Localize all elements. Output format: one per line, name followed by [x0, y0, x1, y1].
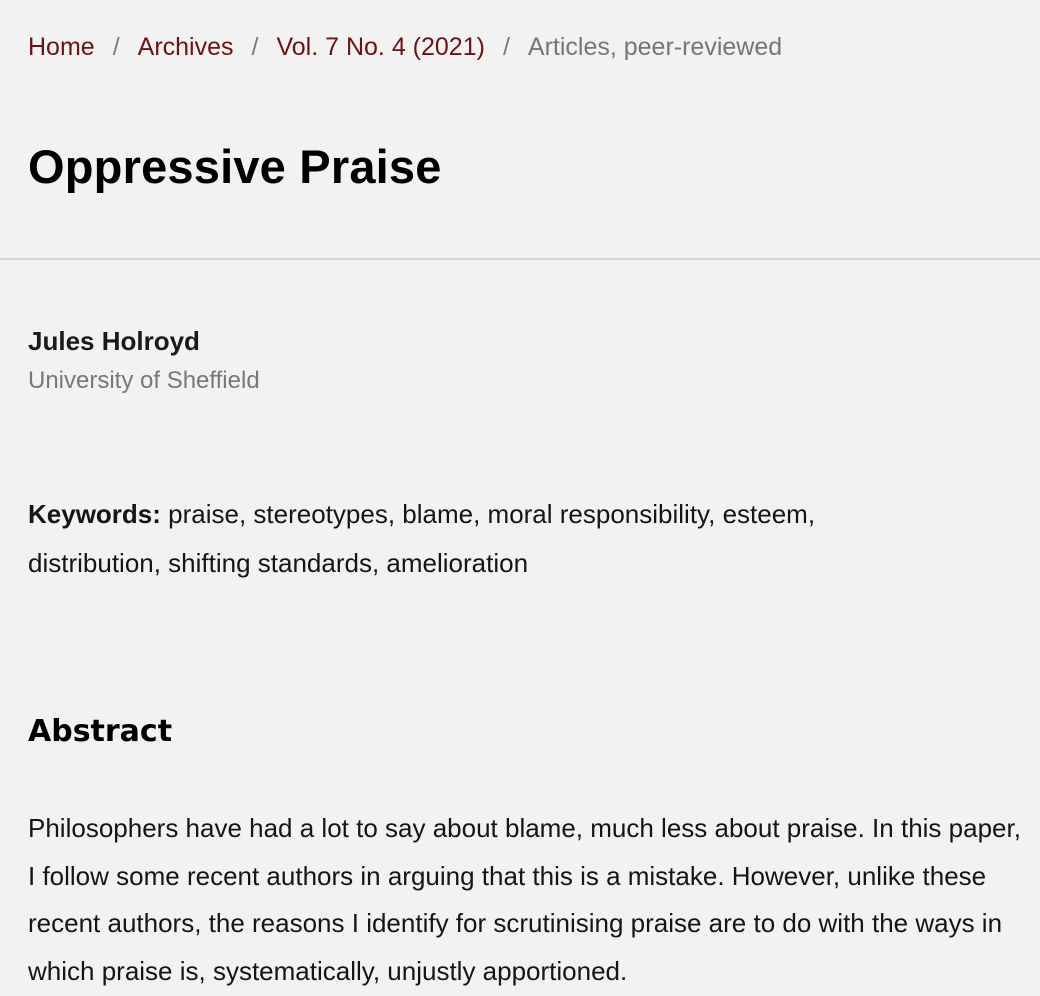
breadcrumb-separator: /	[502, 33, 510, 61]
header-divider	[0, 258, 1040, 260]
abstract-text: Philosophers have had a lot to say about blame, much less about praise. In this paper, I follow some recent authors in arguing that this is a mistake. However, unlike these recent authors, the reasons I identify for scrutinising praise are to do with the ways in which praise is, systematically, unjustly apportioned.	[28, 813, 1021, 986]
keywords-label: Keywords:	[28, 499, 161, 529]
breadcrumb	[28, 30, 782, 64]
breadcrumb-home-link[interactable]: Home	[28, 33, 95, 61]
breadcrumb-separator: /	[251, 33, 259, 61]
author-affiliation: University of Sheffield	[28, 367, 260, 394]
author-name: Jules Holroyd	[28, 326, 200, 356]
breadcrumb-issue-link[interactable]: Vol. 7 No. 4 (2021)	[276, 33, 485, 61]
breadcrumb-archives-link[interactable]: Archives	[137, 33, 234, 61]
breadcrumb-current-section: Articles, peer-reviewed	[527, 33, 783, 61]
abstract-heading: Abstract	[28, 714, 173, 749]
breadcrumb-separator: /	[112, 33, 120, 61]
keywords-list-line-2: distribution, shifting standards, amelioration	[28, 548, 529, 578]
page-title: Oppressive Praise	[28, 140, 442, 193]
keywords-list-line-1: praise, stereotypes, blame, moral responsibility, esteem,	[168, 499, 816, 529]
keywords-section	[28, 490, 968, 588]
